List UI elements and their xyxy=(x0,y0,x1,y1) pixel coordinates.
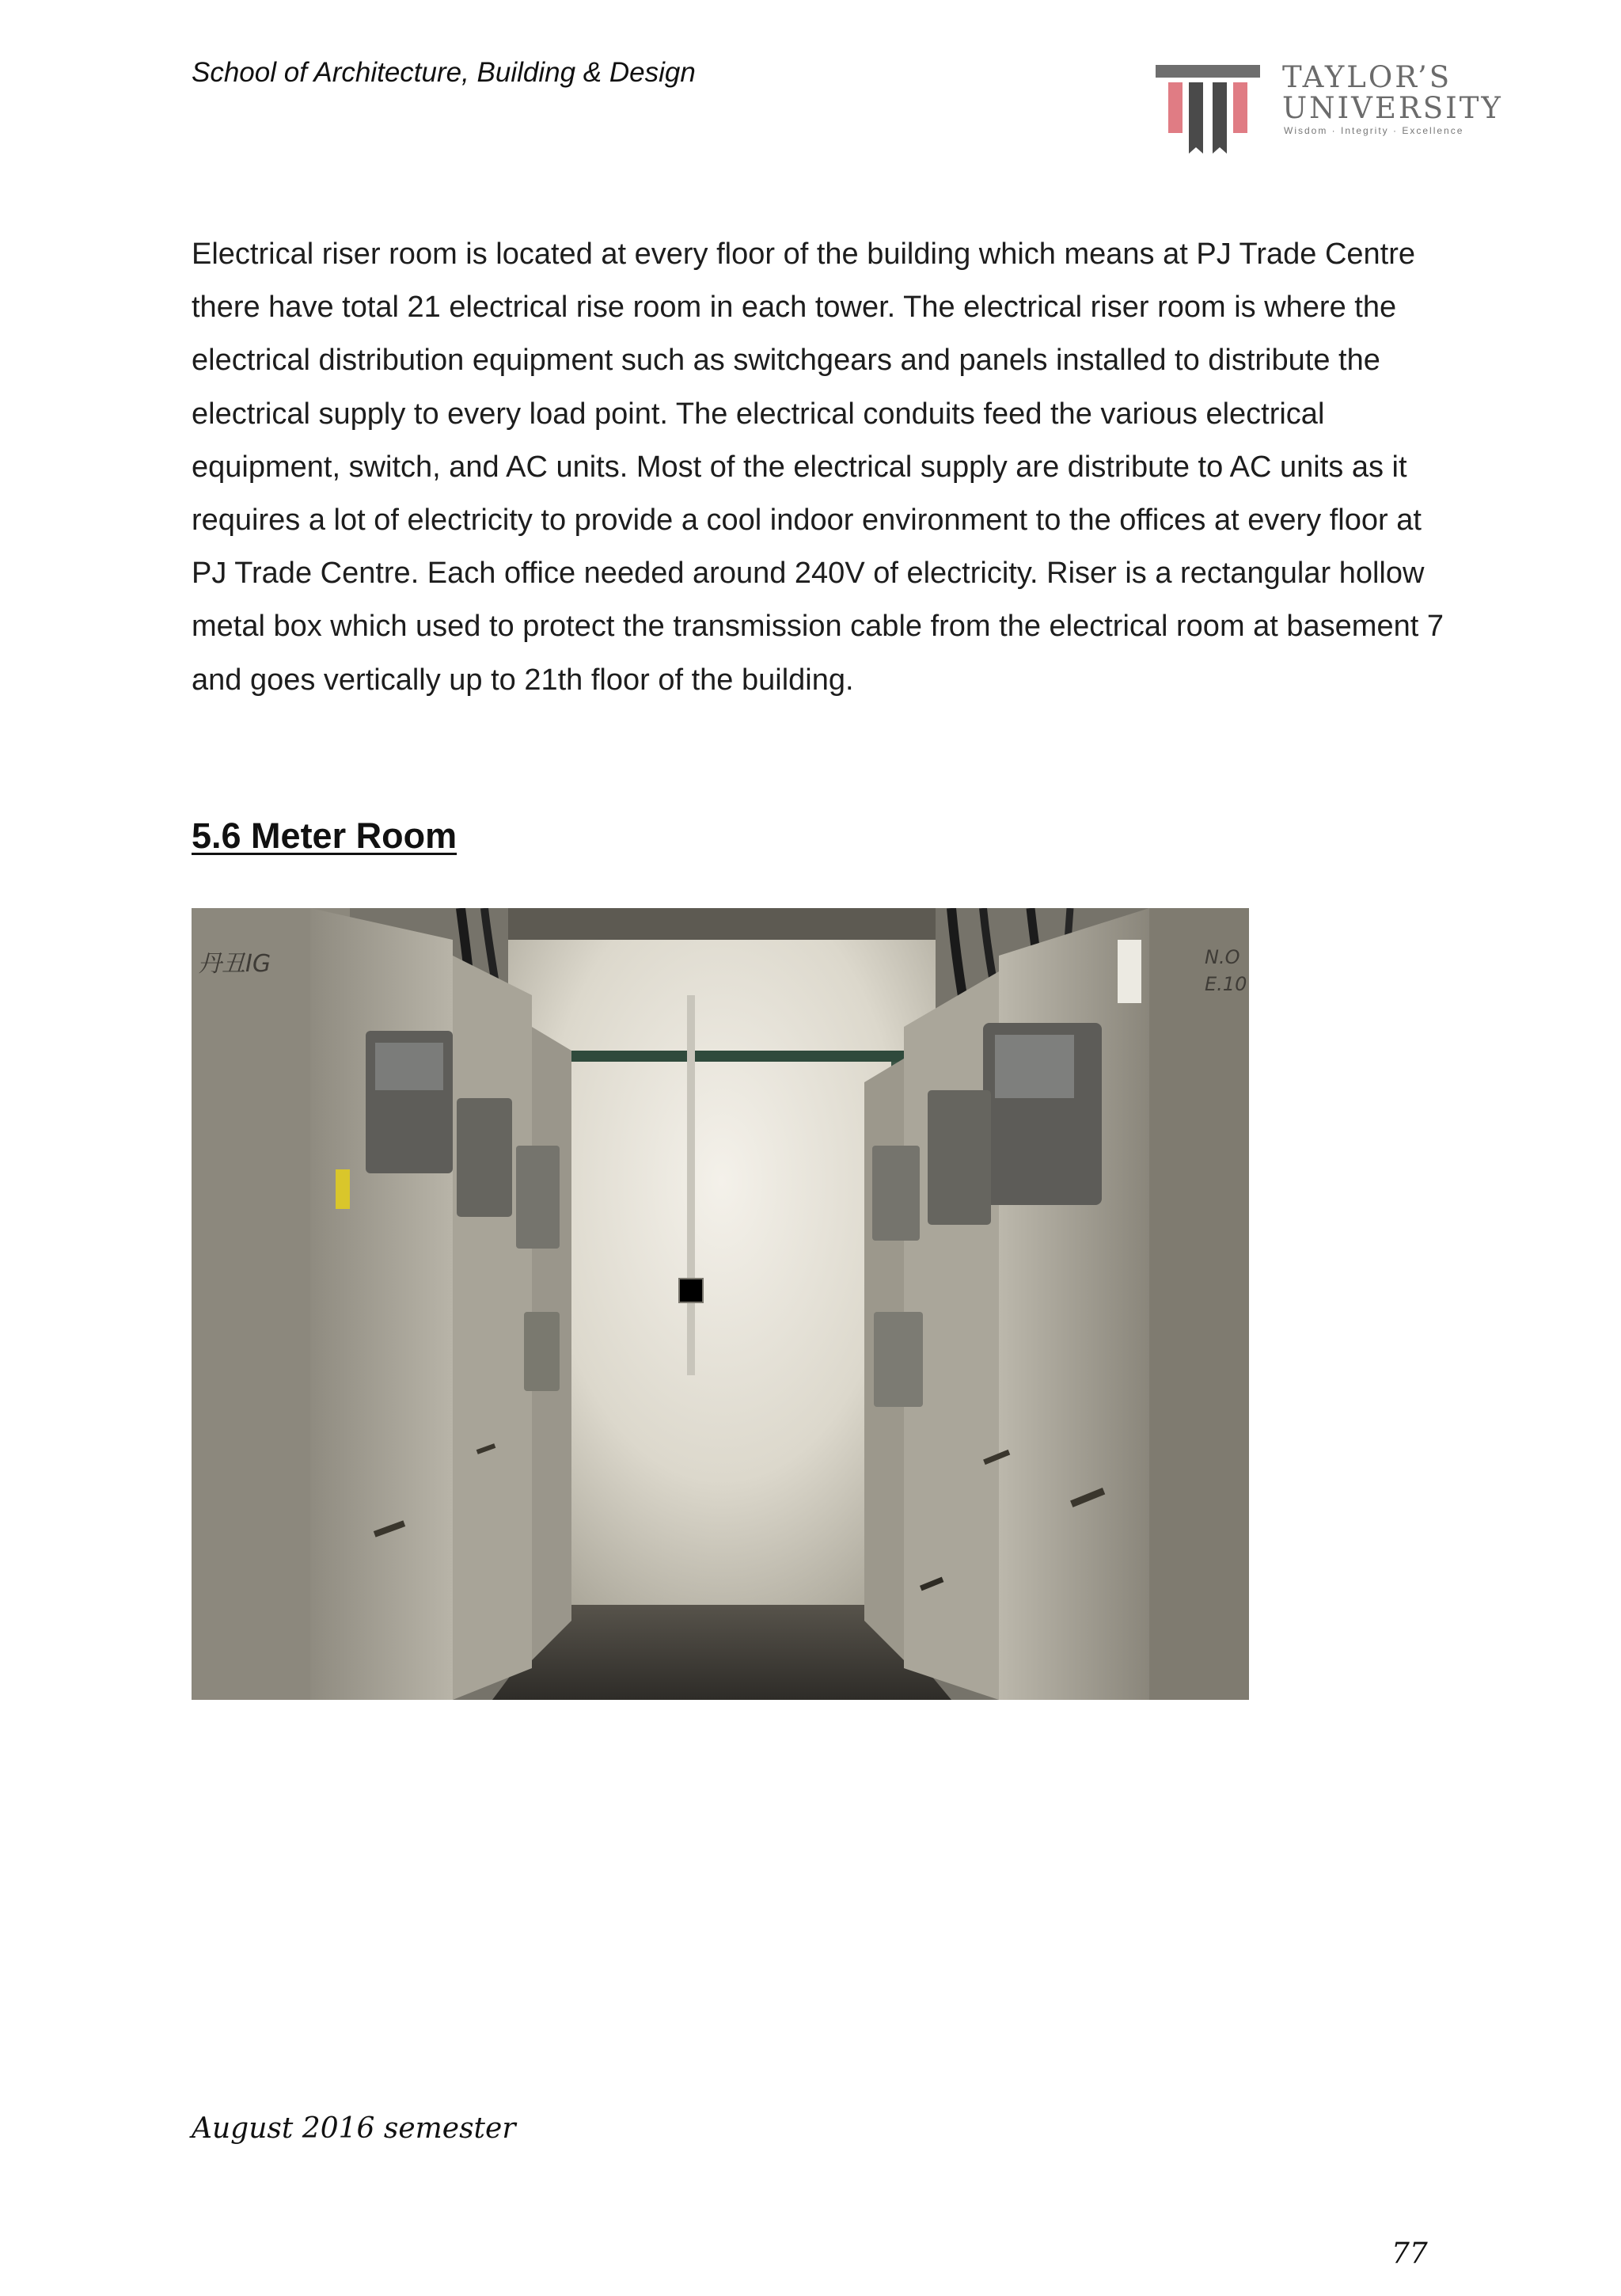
body-paragraph: Electrical riser room is located at every floor of the building which means at PJ Trade Centre there have total 21 electrical rise room in each tower. The electrical riser room is where the electrical distribution equipment such as switchgears and panels installed to distribute the electrical supply to every load point. The electrical conduits feed the various electrical equipment, switch, and AC units. Most of the electrical supply are distribute to AC units as it requires a lot of electricity to provide a cool indoor environment to the offices at every floor at PJ Trade Centre. Each office needed around 240V of electricity. Riser is a rectangular hollow metal box which used to protect the transmission cable from the electrical room at basement 7 and goes vertically up to 21th floor of the building. xyxy=(192,238,1444,697)
logo-name-line1: TAYLOR’S xyxy=(1282,60,1452,94)
photo-scrawl-right-2: E.10 xyxy=(1205,973,1247,995)
header-school-name: School of Architecture, Building & Design xyxy=(192,57,696,88)
university-logo xyxy=(1152,60,1524,155)
logo-motto: Wisdom · Integrity · Excellence xyxy=(1284,125,1464,136)
page-number: 77 xyxy=(1391,2237,1428,2270)
photo-scrawl-left: 丹丑IG xyxy=(198,950,271,978)
logo-name xyxy=(1282,62,1503,124)
photo-scrawl-right-1: N.O xyxy=(1205,946,1240,968)
logo-name-line2: UNIVERSITY xyxy=(1282,91,1503,125)
footer-semester: August 2016 semester xyxy=(192,2112,516,2145)
meter-room-photo xyxy=(192,908,1249,1700)
meter-room-photo-illustration xyxy=(192,908,1249,1700)
university-emblem-icon xyxy=(1152,60,1263,155)
section-heading: 5.6 Meter Room xyxy=(192,815,457,856)
